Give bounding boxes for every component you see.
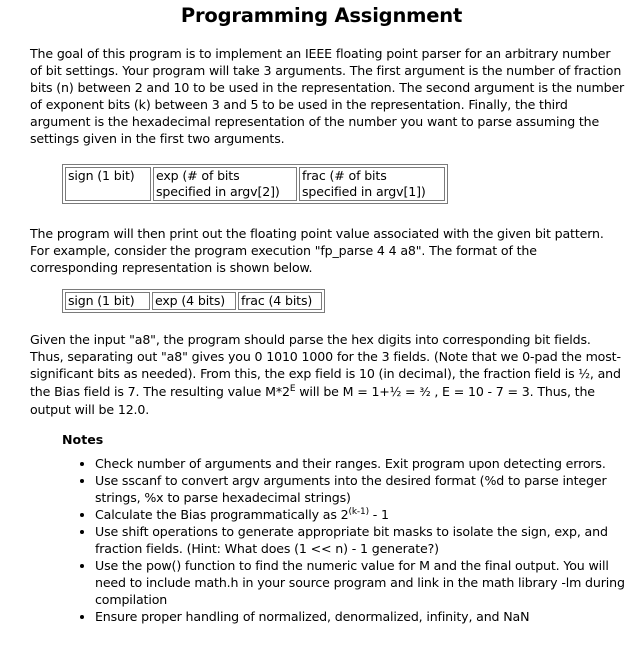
explanation-text: will be M = 1+ [295,384,390,399]
fraction-half: ½ [389,385,402,399]
note-item [95,506,643,523]
note-item: • Check number of arguments and their ranges. Exit program upon detecting errors. [95,455,643,472]
note-item: • Use sscanf to convert argv arguments into the desired format (%d to parse integer strings, %x to parse hexadecimal strings) [95,472,643,506]
frac-field-cell: frac (# of bits specified in argv[1]) [299,167,445,201]
note-item: • Use the pow() function to find the numeric value for M and the final output. You will need to include math.h in your source program and link in the math library -lm during compilation [95,557,643,608]
notes-list [78,455,643,625]
explanation-text: Given the input "a8", the program should parse the hex digits into corresponding bit fields. Thus, separating out "a8" gives you 0 1010 1000 for the 3 fields. (Note that we 0-pad the most-significant bits as needed). From this, the exp field is 10 (in decimal), the fraction field is [30,332,621,381]
exponent-superscript: E [289,383,296,394]
frac-field-cell: frac (4 bits) [238,292,322,310]
note-item: • Ensure proper handling of normalized, denormalized, infinity, and NaN [95,608,643,625]
note-text: Calculate the Bias programmatically as 2 [95,507,349,522]
sign-field-cell: sign (1 bit) [65,292,150,310]
example-paragraph: The program will then print out the floating point value associated with the given bit pattern. For example, consider the program execution "fp_parse 4 4 a8". The format of the corresponding representation is shown below. [30,226,604,275]
note-text: - 1 [368,507,389,522]
explanation-text: , E = 10 - 7 = 3. Thus, the output will be 12.0. [30,384,595,417]
exp-field-cell: exp (# of bits specified in argv[2]) [153,167,297,201]
notes-heading: Notes [62,432,104,447]
fraction-three-halves: ³⁄₂ [419,385,431,399]
explanation-paragraph [30,331,626,418]
fraction-half: ½ [578,367,590,381]
note-item: • Use shift operations to generate appropriate bit masks to isolate the sign, exp, and fraction fields. (Hint: What does (1 << n) - 1 generate?) [95,523,643,557]
bit-layout-table-general [62,164,448,204]
explanation-text: = [401,384,420,399]
exp-field-cell: exp (4 bits) [152,292,236,310]
bias-exponent-superscript: (k-1) [348,506,369,517]
intro-paragraph: The goal of this program is to implement an IEEE floating point parser for an arbitrary number of bit settings. Your program will take 3 arguments. The first argument is the number of fraction bits (n) between 2 and 10 to be used in the representation. The second argument is the number of exponent bits (k) between 3 and 5 to be used in the representation. Finally, the third argument is the hexadecimal representation of the number you want to parse assuming the settings given in the first two arguments. [30,46,625,146]
bit-layout-table-example [62,289,325,313]
sign-field-cell: sign (1 bit) [65,167,151,201]
page-title: Programming Assignment [180,4,463,27]
explanation-text: , and the Bias field is 7. The resulting value M*2 [30,366,621,399]
